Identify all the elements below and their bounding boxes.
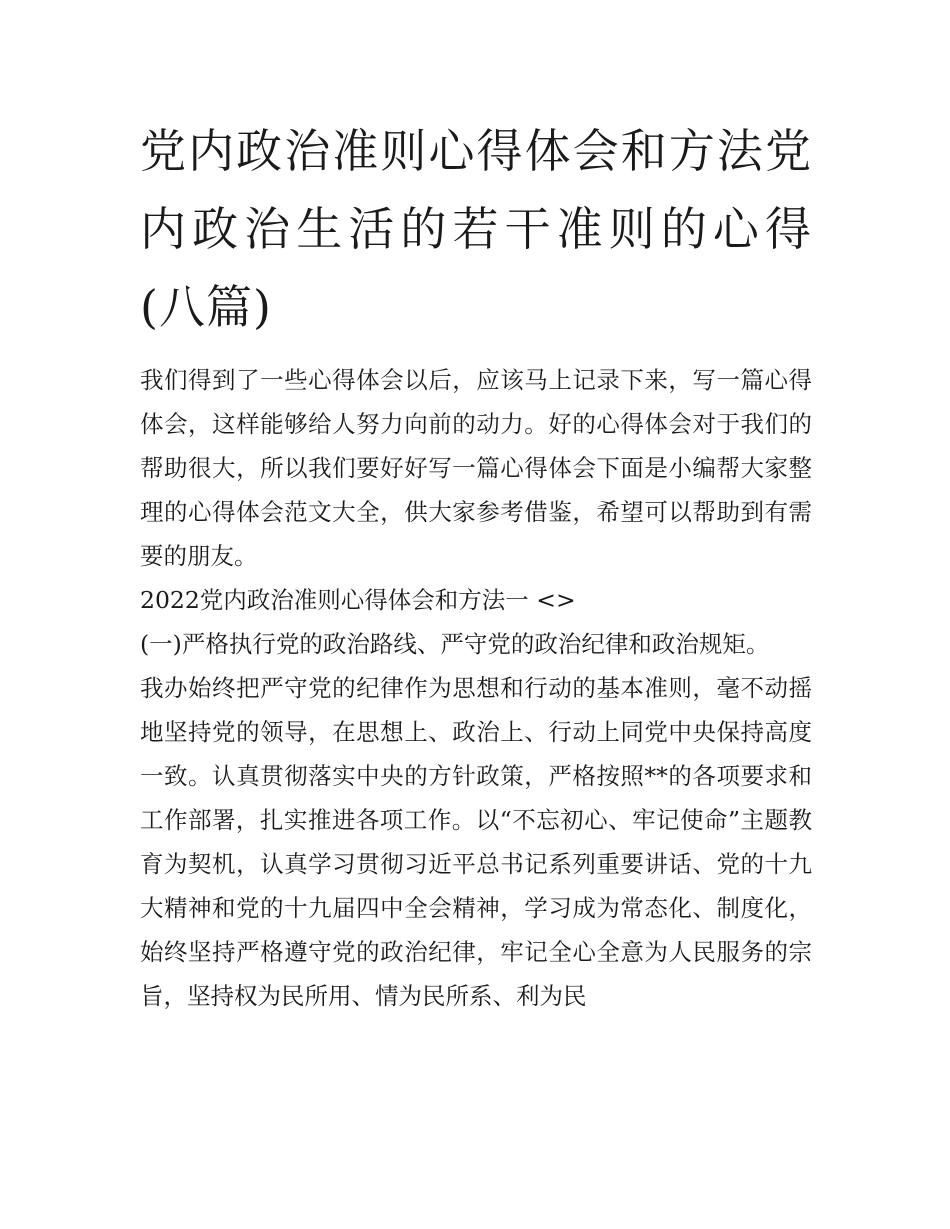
- document-title: 党内政治准则心得体会和方法党内政治生活的若干准则的心得(八篇): [140, 124, 812, 334]
- subsection-heading: (一)严格执行党的政治路线、严守党的政治纪律和政治规矩。: [140, 630, 770, 658]
- section-heading: 2022党内政治准则心得体会和方法一 <>: [140, 586, 576, 614]
- body-paragraph: 我办始终把严守党的纪律作为思想和行动的基本准则，毫不动摇地坚持党的领导，在思想上、政治上、行动上同党中央保持高度一致。认真贯彻落实中央的方针政策，严格按照**的各项要求和工作部署，扎实推进各项工作。以“不忘初心、牢记使命”主题教育为契机，认真学习贯彻习近平总书记系列重要讲话、党的十九大精神和党的十九届四中全会精神，学习成为常态化、制度化，始终坚持严格遵守党的政治纪律，牢记全心全意为人民服务的宗旨，坚持权为民所用、情为民所系、利为民: [140, 674, 812, 1010]
- intro-paragraph: 我们得到了一些心得体会以后，应该马上记录下来，写一篇心得体会，这样能够给人努力向前的动力。好的心得体会对于我们的帮助很大，所以我们要好好写一篇心得体会下面是小编帮大家整理的心得体会范文大全，供大家参考借鉴，希望可以帮助到有需要的朋友。: [140, 366, 812, 570]
- document-content: [140, 112, 812, 1018]
